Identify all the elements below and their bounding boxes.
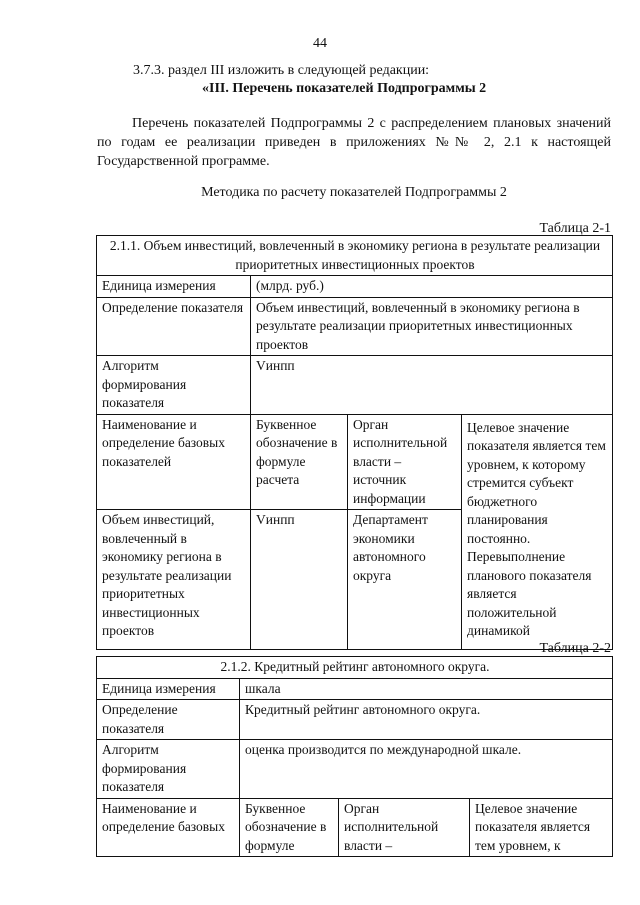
table1-algorithm-value: Vинпп [251,356,613,415]
section-heading: «III. Перечень показателей Подпрограммы 2 [202,81,487,96]
table1-row-source: Департамент экономики автономного округа [348,510,462,650]
table2-header-target: Целевое значение показателя является тем уровнем, к [470,798,613,857]
table2-header-name: Наименование и определение базовых [97,798,240,857]
table1-algorithm-label: Алгоритм формирования показателя [97,356,251,415]
intro-line: 3.7.3. раздел III изложить в следующей редакции: [133,63,430,78]
intro-paragraph: Перечень показателей Подпрограммы 2 с распределением плановых значений по годам ее реализации приведен в приложениях №№ 2, 2.1 к настоящей Государственной программе. [97,116,611,169]
table2-definition-value: Кредитный рейтинг автономного округа. [240,700,613,740]
table1-definition-label: Определение показателя [97,297,251,356]
table1-title: 2.1.1. Объем инвестиций, вовлеченный в экономику региона в результате реализации приоритетных инвестиционных проектов [97,236,613,276]
table1-unit-value: (млрд. руб.) [251,276,613,298]
indicator-table-2 [96,656,613,857]
table1-header-name: Наименование и определение базовых показателей [97,414,251,510]
table2-definition-label: Определение показателя [97,700,240,740]
table1-header-source: Орган исполнительной власти – источник информации [348,414,462,510]
table1-row-name: Объем инвестиций, вовлеченный в экономику региона в результате реализации приоритетных инвестиционных проектов [97,510,251,650]
table1-header-symbol: Буквенное обозначение в формуле расчета [251,414,348,510]
table1-row-symbol: Vинпп [251,510,348,650]
table1-unit-label: Единица измерения [97,276,251,298]
table2-unit-label: Единица измерения [97,678,240,700]
table2-caption: Таблица 2-2 [539,641,611,656]
page-number: 44 [313,36,327,51]
table2-header-source: Орган исполнительной власти – [339,798,470,857]
table1-target-value: Целевое значение показателя является тем уровнем, к которому стремится субъект бюджетного планирования постоянно. Перевыполнение планового показателя является положительной динамикой [462,414,613,650]
table1-caption: Таблица 2-1 [539,221,611,236]
table2-unit-value: шкала [240,678,613,700]
methodology-title: Методика по расчету показателей Подпрограммы 2 [201,185,507,200]
table2-algorithm-label: Алгоритм формирования показателя [97,740,240,799]
table2-algorithm-value: оценка производится по международной шкале. [240,740,613,799]
table1-definition-value: Объем инвестиций, вовлеченный в экономику региона в результате реализации приоритетных инвестиционных проектов [251,297,613,356]
table2-header-symbol: Буквенное обозначение в формуле [240,798,339,857]
indicator-table-1 [96,235,613,650]
table2-title: 2.1.2. Кредитный рейтинг автономного округа. [97,657,613,679]
